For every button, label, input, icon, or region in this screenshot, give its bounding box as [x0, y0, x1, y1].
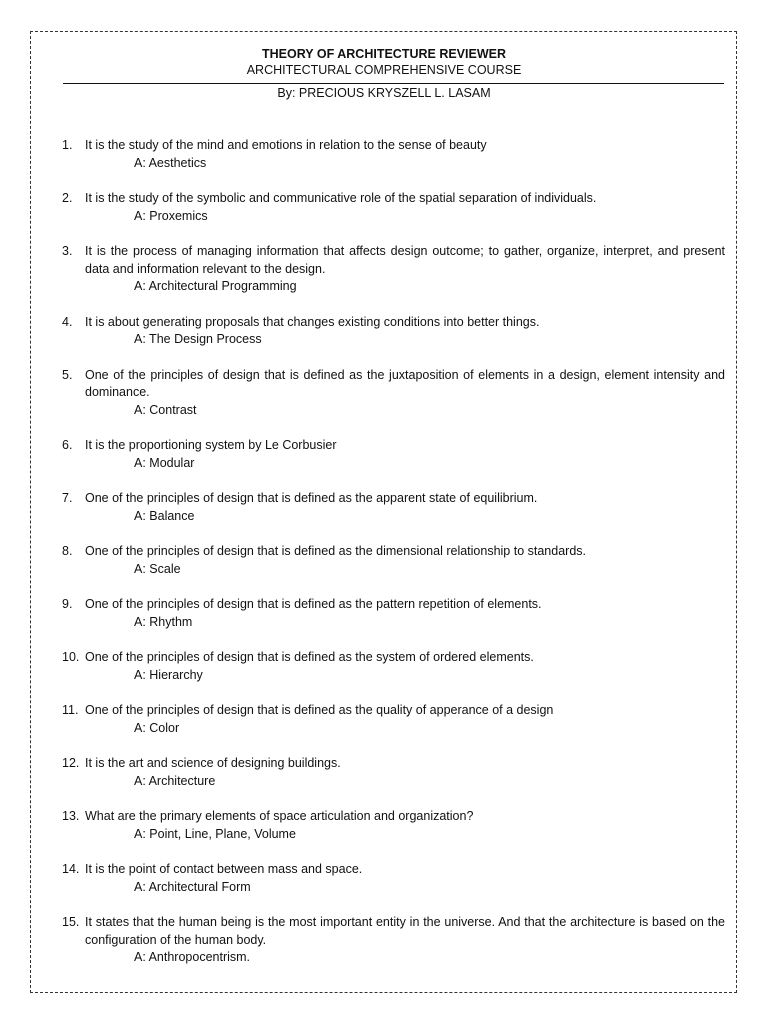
- question-number: 1.: [62, 138, 73, 152]
- answer-text: A: Scale: [134, 561, 181, 576]
- answer-text: A: Rhythm: [134, 614, 193, 629]
- question-text: One of the principles of design that is defined as the juxtaposition of elements in a design, element intensity and dominance.: [85, 367, 725, 399]
- document-title: THEORY OF ARCHITECTURE REVIEWER: [262, 47, 506, 61]
- question-number: 7.: [62, 491, 73, 505]
- question-item: [62, 137, 725, 172]
- question-list: [62, 137, 725, 985]
- question-number: 12.: [62, 756, 80, 770]
- question-item: [62, 914, 725, 967]
- question-text: One of the principles of design that is defined as the pattern repetition of elements.: [85, 597, 542, 611]
- answer-text: A: Balance: [134, 508, 195, 523]
- question-number: 2.: [62, 191, 73, 205]
- question-text: One of the principles of design that is defined as the dimensional relationship to standards.: [85, 544, 587, 558]
- header-divider: [63, 83, 724, 84]
- question-number: 5.: [62, 367, 73, 382]
- question-item: [62, 596, 725, 631]
- question-text: It is the art and science of designing buildings.: [85, 756, 341, 770]
- question-number: 9.: [62, 597, 73, 611]
- answer-text: A: Architectural Programming: [134, 279, 297, 293]
- question-item: [62, 861, 725, 896]
- answer-text: A: The Design Process: [134, 332, 262, 346]
- question-text: One of the principles of design that is defined as the quality of apperance of a design: [85, 703, 554, 717]
- question-item: [62, 490, 725, 525]
- question-text: One of the principles of design that is defined as the apparent state of equilibrium.: [85, 491, 538, 505]
- question-number: 4.: [62, 314, 73, 329]
- question-text: It states that the human being is the most important entity in the universe. And that the architecture is based on the configuration of the human body.: [85, 915, 725, 947]
- answer-text: A: Anthropocentrism.: [134, 950, 251, 964]
- document-author: By: PRECIOUS KRYSZELL L. LASAM: [277, 86, 491, 100]
- question-item: [62, 437, 725, 472]
- question-text: It is about generating proposals that changes existing conditions into better things.: [85, 314, 540, 329]
- question-item: [62, 702, 725, 737]
- question-number: 10.: [62, 650, 80, 664]
- question-number: 8.: [62, 544, 73, 558]
- document-header: [0, 46, 768, 78]
- question-item: [62, 243, 725, 296]
- question-number: 15.: [62, 915, 80, 929]
- question-item: [62, 755, 725, 790]
- answer-text: A: Architecture: [134, 773, 216, 788]
- question-number: 3.: [62, 244, 73, 258]
- answer-text: A: Contrast: [134, 402, 197, 417]
- question-text: It is the point of contact between mass and space.: [85, 862, 363, 876]
- question-number: 14.: [62, 862, 80, 876]
- answer-text: A: Proxemics: [134, 208, 208, 223]
- question-item: [62, 808, 725, 843]
- question-item: [62, 367, 725, 420]
- question-text: It is the proportioning system by Le Corbusier: [85, 438, 337, 452]
- question-item: [62, 543, 725, 578]
- answer-text: A: Color: [134, 720, 180, 735]
- answer-text: A: Architectural Form: [134, 879, 251, 894]
- question-item: [62, 649, 725, 684]
- question-number: 13.: [62, 809, 80, 823]
- document-subtitle: ARCHITECTURAL COMPREHENSIVE COURSE: [246, 63, 522, 77]
- answer-text: A: Aesthetics: [134, 155, 207, 170]
- answer-text: A: Point, Line, Plane, Volume: [134, 826, 296, 841]
- question-item: [62, 314, 725, 349]
- question-text: It is the study of the mind and emotions in relation to the sense of beauty: [85, 138, 487, 152]
- question-number: 6.: [62, 438, 73, 452]
- question-number: 11.: [62, 703, 79, 717]
- answer-text: A: Hierarchy: [134, 667, 203, 682]
- question-item: [62, 190, 725, 225]
- question-text: It is the process of managing information that affects design outcome; to gather, organize, interpret, and present data and information relevant to the design.: [85, 244, 725, 276]
- answer-text: A: Modular: [134, 455, 195, 470]
- question-text: One of the principles of design that is defined as the system of ordered elements.: [85, 650, 534, 664]
- question-text: What are the primary elements of space articulation and organization?: [85, 809, 474, 823]
- question-text: It is the study of the symbolic and communicative role of the spatial separation of individuals.: [85, 191, 597, 205]
